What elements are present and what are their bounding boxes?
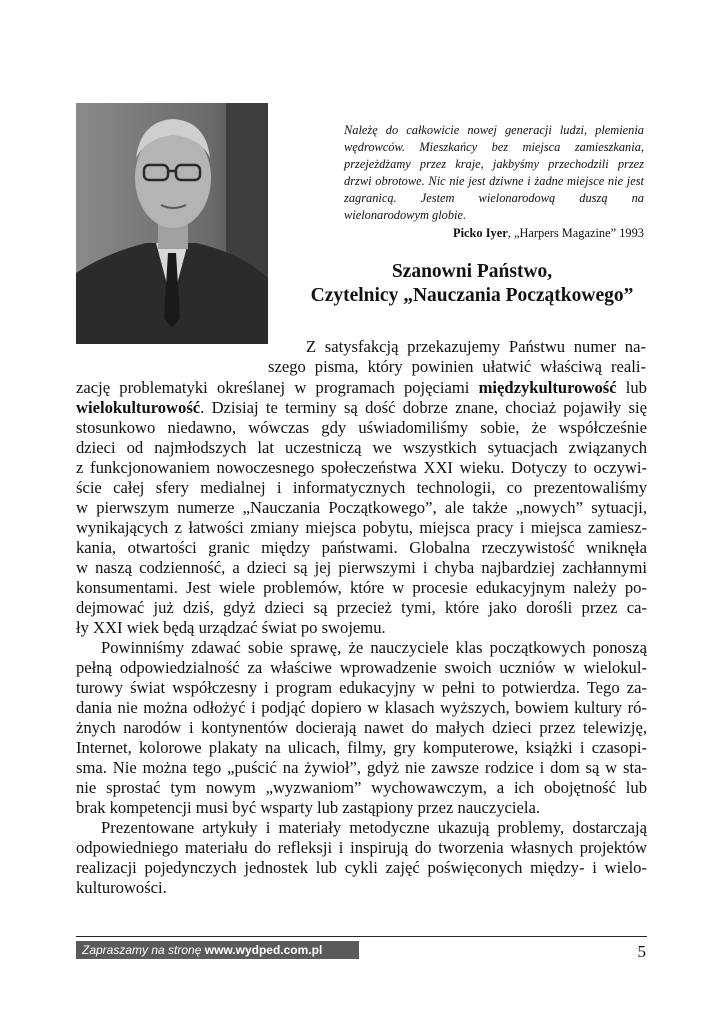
body-line [76,378,647,398]
body-text-run: Internet, kolorowe plakaty na ulicach, filmy, gry komputerowe, książki i czasopi- [76,738,647,757]
epigraph-quote: Należę do całkowicie nowej generacji ludzi, plemienia wędrowców. Mieszkańcy bez miejsca zamieszkania, przejeżdżamy przez kraje, jakbyśmy przechodzili przez drzwi obrotowe. Nic nie jest dziwne i żadne miejsce nie jest zagranicą. Jestem wielonarodową duszą na wielonarodowym globie. [344,123,644,222]
body-text-run: ście całej sfery medialnej i informatycznych technologii, co prezentowaliśmy [76,478,647,497]
body-line [76,838,647,858]
body-line [76,878,647,898]
footer-rule [76,936,647,937]
body-text-run: turowy świat współczesny i program edukacyjny w pełni to potwierdza. Tego za- [76,678,647,697]
body-text-run: pełną odpowiedzialność za właściwe wprowadzenie swoich uczniów w wielokul- [76,658,647,677]
body-text-run: szego pisma, który powinien ułatwić właściwą reali- [268,357,646,376]
author-portrait-photo [76,103,268,344]
body-text-run: dania nie można odłożyć i podjąć dopiero w klasach wyższych, bowiem kultury ró- [76,698,647,717]
body-text-run: stosunkowo niedawno, wówczas gdy uświadomiliśmy sobie, że współcześnie [76,418,647,437]
body-text-run: zację problematyki określanej w programach pojęciami [76,378,479,397]
bold-term: międzykulturowość [478,378,617,397]
body-line [76,758,647,778]
body-text-run: Powinniśmy zdawać sobie sprawę, że nauczyciele klas początkowych ponoszą [101,638,647,657]
bold-term: wielokulturowość [76,398,201,417]
body-text-run: z funkcjonowaniem nowoczesnego społeczeństwa XXI wieku. Dotyczy to oczywi- [76,458,647,477]
body-line [76,778,647,798]
body-line [76,538,647,558]
body-text-run: wynikających z łatwości zmiany miejsca pobytu, miejsca pracy i miejsca zamiesz- [76,518,647,537]
body-line [76,398,647,418]
body-text-run: dejmować już dziś, gdyż dzieci są przecież tymi, które jako dorośli przez ca- [76,598,647,617]
body-text-run: brak kompetencji musi być wsparty lub zastąpiony przez nauczyciela. [76,798,540,817]
footer-website-badge [76,941,359,959]
body-text-run: ły XXI wiek będą urządzać świat po swojemu. [76,618,386,637]
body-line [76,678,647,698]
heading-line-2: Czytelnicy „Nauczania Początkowego” [310,285,634,306]
footer-url[interactable]: www.wydped.com.pl [204,943,323,957]
body-line [76,738,647,758]
body-line [76,458,647,478]
body-text-run: żnych narodów i kontynentów docierają nawet do małych dzieci przez telewizję, [76,718,647,737]
body-line [76,418,647,438]
body-text-run: konsumentami. Jest wiele problemów, które w procesie edukacyjnym należy po- [76,578,647,597]
body-line [101,638,647,658]
body-line [76,618,647,638]
body-text-run: w naszą codzienność, a dzieci są jej pierwszymi i chyba najbardziej zachłannymi [76,558,647,577]
body-text-run: Z satysfakcją przekazujemy Państwu numer na- [306,337,646,356]
body-line [76,698,647,718]
body-line [268,357,646,377]
body-text-run: w pierwszym numerze „Nauczania Początkowego”, ale także „nowych” sytuacji, [76,498,647,517]
body-line [76,718,647,738]
body-line [76,658,647,678]
body-line [76,598,647,618]
body-text-run: dzieci od najmłodszych lat uczestniczą we wszystkich sytuacjach związanych [76,438,647,457]
epigraph-source: , „Harpers Magazine” 1993 [507,226,644,240]
body-line [76,558,647,578]
letter-heading [272,260,672,308]
page-number: 5 [637,942,646,961]
body-text-run: sma. Nie można tego „puścić na żywioł”, gdyż nie zawsze rodzice i dom są w sta- [76,758,647,777]
body-text-run: . Dzisiaj te terminy są dość dobrze znane, chociaż pojawiły się [200,398,647,417]
body-line [76,478,647,498]
body-line [76,578,647,598]
body-line [76,498,647,518]
footer-invite: Zapraszamy na stronę [82,943,202,957]
portrait-photo [76,103,268,344]
body-text-run: kulturowości. [76,878,167,897]
body-line [76,858,647,878]
epigraph-author: Picko Iyer [453,226,508,240]
body-line [101,818,647,838]
body-line [306,337,646,357]
heading-line-1: Szanowni Państwo, [391,261,553,282]
body-text-run: lub [616,378,647,397]
body-text-run: nie sprostać tym nowym „wyzwaniom” wychowawczym, a ich obojętność lub [76,778,647,797]
body-text-run: Prezentowane artykuły i materiały metodyczne ukazują problemy, dostarczają [101,818,647,837]
body-line [76,798,647,818]
body-line [76,438,647,458]
body-text-run: kania, otwartości granic między państwami. Globalna rzeczywistość wniknęła [76,538,647,557]
body-text-run: odpowiedniego materiału do refleksji i inspirują do tworzenia własnych projektów [76,838,647,857]
body-text-run: realizacji pojedynczych jednostek lub cykli zajęć poświęconych między- i wielo- [76,858,647,877]
body-line [76,518,647,538]
epigraph-attribution [344,225,644,242]
